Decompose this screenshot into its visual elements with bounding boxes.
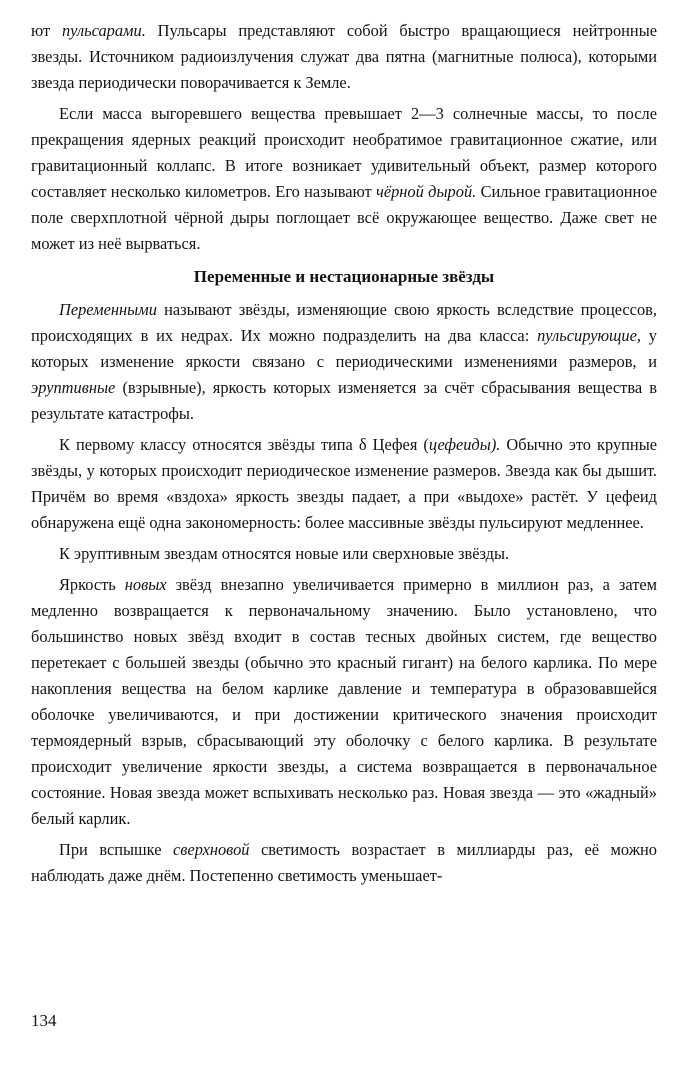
text: К первому классу относятся звёзды типа δ Цефея ( bbox=[59, 435, 429, 454]
paragraph-cepheids bbox=[31, 432, 657, 536]
text: у которых изменение яркости связано с периодическими изменениями размеров, и bbox=[31, 326, 658, 371]
page-body bbox=[31, 18, 657, 889]
text: Если масса выгоревшего вещества превышает 2—3 солнечные массы, то после прекращения ядерных реакций происходит необратимое гравитационное сжатие, или гравитационный коллапс. В итоге возникает удивительный объект, размер которого составляет несколько километров. Его называют bbox=[31, 104, 657, 201]
section-heading: Переменные и нестационарные звёзды bbox=[193, 267, 495, 286]
term-supernova: сверхновой bbox=[173, 840, 250, 859]
term-pulsating: пульсирующие, bbox=[537, 326, 641, 345]
paragraph-novae bbox=[31, 572, 657, 832]
term-pulsars: пульсарами. bbox=[61, 21, 146, 40]
paragraph-eruptive bbox=[31, 541, 657, 567]
paragraph-supernova bbox=[31, 837, 657, 889]
text: называют звёзды, изменяющие свою яркость вследствие процессов, происходящих в их недрах. Их можно подразделить на два класса: bbox=[31, 300, 657, 345]
paragraph-pulsars bbox=[31, 18, 657, 96]
term-novae: новых bbox=[124, 575, 167, 594]
text: При вспышке bbox=[59, 840, 174, 859]
text: звёзд внезапно увеличивается примерно в миллион раз, а затем медленно возвращается к первоначальному значению. Было установлено, что большинство новых звёзд входит в состав тесных двойных систем, где вещество перетекает с большей звезды (обычно это красный гигант) на белого карлика. По мере накопления вещества на белом карлике давление и температура в образовавшейся оболочке увеличиваются, и при достижении критического значения происходит термоядерный взрыв, сбрасывающий эту оболочку с белого карлика. В результате происходит увеличение яркости звезды, а система возвращается в первоначальное состояние. Новая звезда может вспыхивать несколько раз. Новая звезда — это «жадный» белый карлик. bbox=[31, 575, 658, 828]
paragraph-variable-stars bbox=[31, 297, 657, 427]
term-black-hole: чёрной дырой. bbox=[376, 182, 477, 201]
page-number: 134 bbox=[31, 1011, 57, 1030]
text: (взрывные), яркость которых изменяется за счёт сбрасывания вещества в результате катастрофы. bbox=[31, 378, 657, 423]
term-eruptive: эруптивные bbox=[31, 378, 116, 397]
term-variable: Переменными bbox=[59, 300, 157, 319]
text: Обычно это крупные звёзды, у которых происходит периодическое изменение размеров. Звезда как бы дышит. Причём во время «вздоха» яркость звезды падает, а при «выдохе» растёт. У цефеид обнаружена ещё одна закономерность: более массивные звёзды пульсируют медленнее. bbox=[31, 435, 657, 532]
text: ют bbox=[31, 21, 62, 40]
text: Яркость bbox=[59, 575, 125, 594]
term-cepheids: цефеиды). bbox=[428, 435, 501, 454]
paragraph-black-hole bbox=[31, 101, 657, 257]
text: Сильное гравитационное поле сверхплотной чёрной дыры поглощает всё окружающее вещество. Даже свет не может из неё вырваться. bbox=[31, 182, 657, 253]
text: К эруптивным звездам относятся новые или сверхновые звёзды. bbox=[59, 544, 510, 563]
text: Пульсары представляют собой быстро вращающиеся нейтронные звезды. Источником радиоизлучения служат два пятна (магнитные полюса), которыми звезда периодически поворачивается к Земле. bbox=[31, 21, 657, 92]
text: светимость возрастает в миллиарды раз, её можно наблюдать даже днём. Постепенно светимость уменьшает- bbox=[31, 840, 657, 885]
